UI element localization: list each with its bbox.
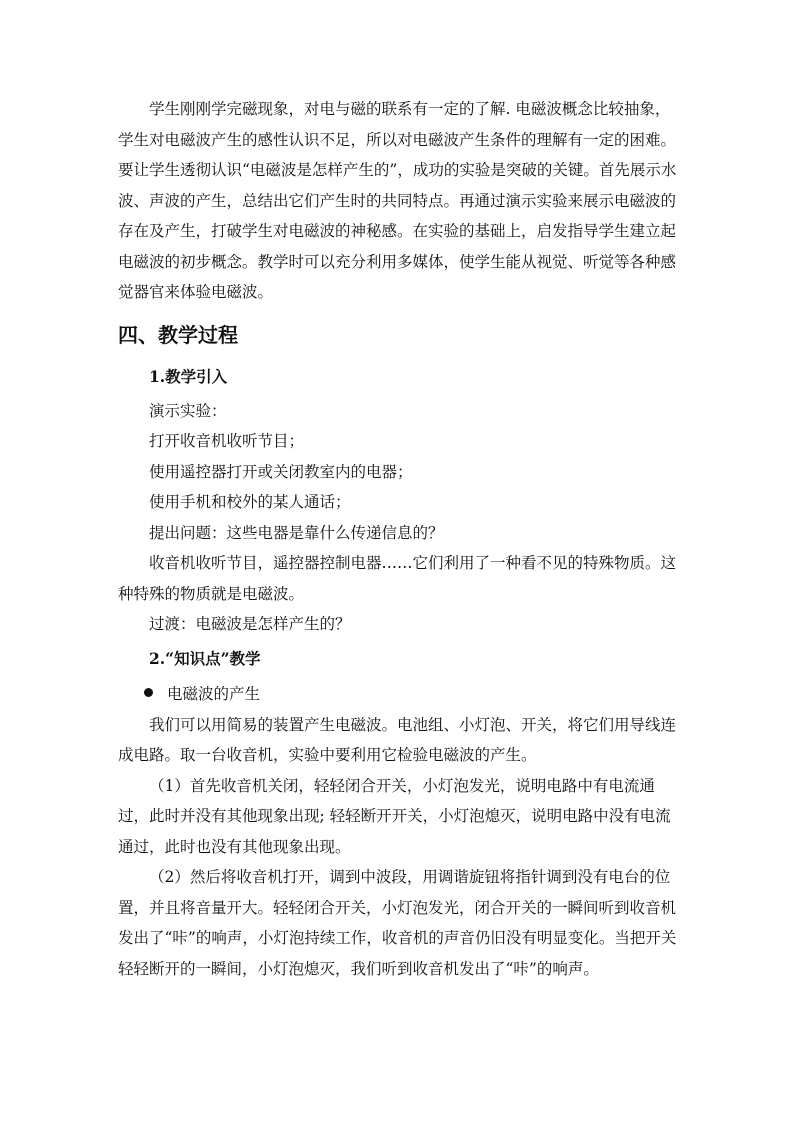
question-line: 提出问题：这些电器是靠什么传递信息的？ [149,523,444,542]
demo-line: 使用遥控器打开或关闭教室内的电器； [149,462,413,481]
experiment-paragraph: 我们可以用简易的装置产生电磁波。电池组、小灯泡、开关，将它们用导线连成电路。取一台收音机，实验中要利用它检验电磁波的产生。 [118,715,677,764]
transition-line: 过渡：电磁波是怎样产生的？ [149,615,351,633]
demo-line: 演示实验： [149,401,227,420]
sub-heading-knowledge: 2.“知识点”教学 [149,648,261,668]
bullet-item [118,678,678,710]
demo-line: 打开收音机收听节目； [149,432,305,450]
experiment-step: （1）首先收音机关闭，轻轻闭合开关，小灯泡发光，说明电路中有电流通过，此时并没有其他现象出现; 轻轻断开开关，小灯泡熄灭，说明电路中没有电流通过，此时也没有其他现象出现。 [118,776,671,856]
experiment-step: （2）然后将收音机打开，调到中波段，用调谐旋钮将指针调到没有电台的位置，并且将音量开大。轻轻闭合开关，小灯泡发光，闭合开关的一瞬间听到收音机发出了“咔”的响声，小灯泡持续工作，收音机的声音仍旧没有明显变化。当把开关轻轻断开的一瞬间，小灯泡熄灭，我们听到收音机发出了“咔”的响声。 [118,868,677,978]
demo-line: 使用手机和校外的某人通话； [149,493,351,511]
intro-paragraph: 学生刚刚学完磁现象，对电与磁的联系有一定的了解. 电磁波概念比较抽象，学生对电磁波产生的感性认识不足，所以对电磁波产生条件的理解有一定的困难。要让学生透彻认识“电磁波是怎样产生的”，成功的实验是突破的关键。首先展示水波、声波的产生，总结出它们产生时的共同特点。再通过演示实验来展示电磁波的存在及产生，打破学生对电磁波的神秘感。在实验的基础上，启发指导学生建立起电磁波的初步概念。教学时可以充分利用多媒体，使学生能从视觉、听觉等各种感觉器官来体验电磁波。 [118,100,677,301]
section-heading: 四、教学过程 [118,322,238,347]
sub-heading-intro: 1.教学引入 [149,366,228,386]
bullet-dot-icon [144,688,153,697]
bullet-label: 电磁波的产生 [167,684,261,703]
document-body [118,94,678,984]
explanation-paragraph: 收音机收听节目，遥控器控制电器……它们利用了一种看不见的特殊物质。这种特殊的物质就是电磁波。 [118,554,677,603]
